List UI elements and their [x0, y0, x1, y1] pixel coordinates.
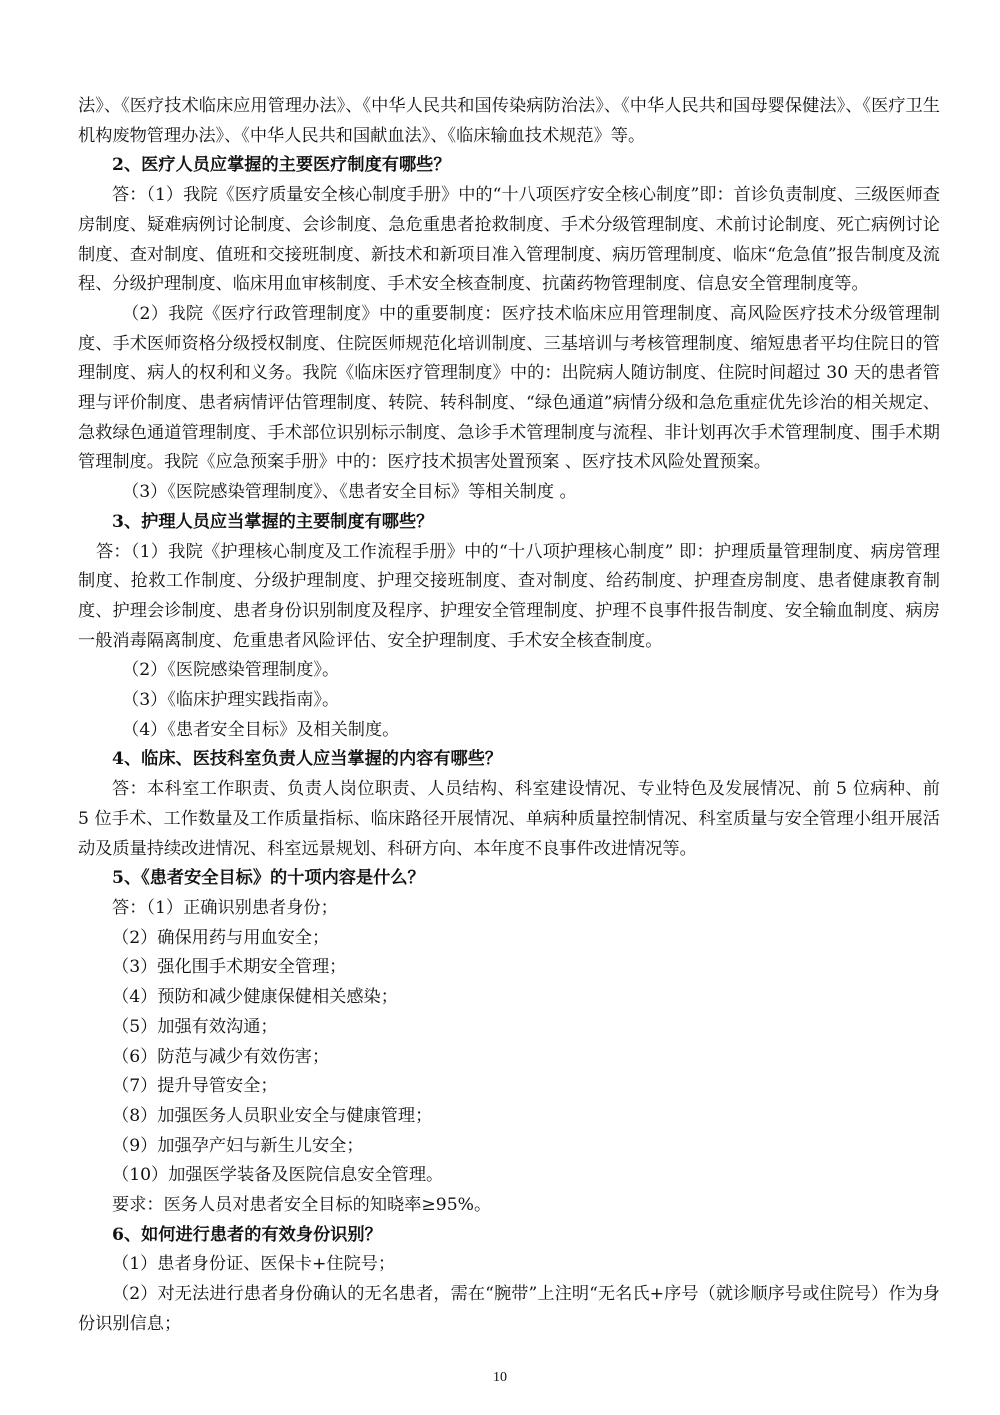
document-body	[78, 92, 940, 1340]
heading-department-heads: 4、临床、医技科室负责人应当掌握的内容有哪些？	[112, 749, 503, 770]
paragraph-answer-2-1: 答：（1）我院《医疗质量安全核心制度手册》中的“十八项医疗安全核心制度”即：首诊负责制度、三级医师查房制度、疑难病例讨论制度、会诊制度、急危重患者抢救制度、手术分级管理制度、术前讨论制度、死亡病例讨论制度、查对制度、值班和交接班制度、新技术和新项目准入管理制度、病历管理制度、临床“危急值”报告制度及流程、分级护理制度、临床用血审核制度、手术安全核查制度、抗菌药物管理制度、信息安全管理制度等。	[78, 185, 940, 295]
heading-nursing-staff-systems: 3、护理人员应当掌握的主要制度有哪些？	[112, 511, 434, 532]
paragraph-answer-2-2: （2）我院《医疗行政管理制度》中的重要制度：医疗技术临床应用管理制度、高风险医疗技术分级管理制度、手术医师资格分级授权制度、住院医师规范化培训制度、三基培训与考核管理制度、缩短患者平均住院日的管理制度、病人的权利和义务。我院《临床医疗管理制度》中的：出院病人随访制度、住院时间超过 30 天的患者管理与评价制度、患者病情评估管理制度、转院、转科制度、“绿色通道”病情分级和急危重症优先诊治的相关规定、急救绿色通道管理制度、手术部位识别标示制度、急诊手术管理制度与流程、非计划再次手术管理制度、围手术期管理制度。我院《应急预案手册》中的：医疗技术损害处置预案 、医疗技术风险处置预案。	[78, 303, 940, 473]
page-number: 10	[493, 1370, 507, 1385]
paragraph-answer-4: 答：本科室工作职责、负责人岗位职责、人员结构、科室建设情况、专业特色及发展情况、前 5 位病种、前 5 位手术、工作数量及工作质量指标、临床路径开展情况、单病种质量控制情况、科室质量与安全管理小组开展活动及质量持续改进情况、科室远景规划、科研方向、本年度不良事件改进情况等。	[78, 779, 940, 859]
heading-patient-identification: 6、如何进行患者的有效身份识别？	[112, 1224, 382, 1245]
paragraph-answer-3-4: （4）《患者安全目标》及相关制度。	[122, 719, 400, 740]
list-item-identification-2: （2）对无法进行患者身份确认的无名患者，需在“腕带”上注明“无名氏+序号（就诊顺序号或住院号）作为身份识别信息；	[78, 1284, 940, 1334]
paragraph-answer-3-3: （3）《临床护理实践指南》。	[122, 690, 340, 711]
list-item-safety-goal-10: （10）加强医学装备及医院信息安全管理。	[112, 1165, 444, 1186]
list-item-safety-goal-2: （2）确保用药与用血安全；	[112, 927, 330, 948]
paragraph-answer-3-1: 答：（1）我院《护理核心制度及工作流程手册》中的“十八项护理核心制度” 即：护理质量管理制度、病房管理制度、抢救工作制度、分级护理制度、护理交接班制度、查对制度、给药制度、护理查房制度、患者健康教育制度、护理会诊制度、患者身份识别制度及程序、护理安全管理制度、护理不良事件报告制度、安全输血制度、病房一般消毒隔离制度、危重患者风险评估、安全护理制度、手术安全核查制度。	[78, 541, 940, 651]
list-item-safety-goal-4: （4）预防和减少健康保健相关感染；	[112, 987, 398, 1008]
list-item-safety-goal-8: （8）加强医务人员职业安全与健康管理；	[112, 1105, 433, 1126]
paragraph-requirement: 要求：医务人员对患者安全目标的知晓率≥95%。	[112, 1195, 492, 1216]
list-item-safety-goal-3: （3）强化围手术期安全管理；	[112, 957, 347, 978]
paragraph-laws-continued: 法》、《医疗技术临床应用管理办法》、《中华人民共和国传染病防治法》、《中华人民共和国母婴保健法》、《医疗卫生机构废物管理办法》、《中华人民共和国献血法》、《临床输血技术规范》等。	[78, 96, 940, 146]
list-item-safety-goal-1: 答：（1）正确识别患者身份；	[112, 897, 338, 918]
list-item-safety-goal-6: （6）防范与减少有效伤害；	[112, 1046, 330, 1067]
heading-patient-safety-goals: 5、《患者安全目标》的十项内容是什么？	[112, 868, 425, 889]
list-item-identification-1: （1）患者身份证、医保卡+住院号；	[112, 1254, 396, 1275]
paragraph-answer-2-3: （3）《医院感染管理制度》、《患者安全目标》等相关制度 。	[122, 482, 577, 503]
heading-medical-staff-systems: 2、医疗人员应掌握的主要医疗制度有哪些？	[112, 155, 451, 176]
list-item-safety-goal-9: （9）加强孕产妇与新生儿安全；	[112, 1135, 364, 1156]
list-item-safety-goal-7: （7）提升导管安全；	[112, 1076, 278, 1097]
list-item-safety-goal-5: （5）加强有效沟通；	[112, 1016, 278, 1037]
paragraph-answer-3-2: （2）《医院感染管理制度》。	[122, 660, 340, 681]
